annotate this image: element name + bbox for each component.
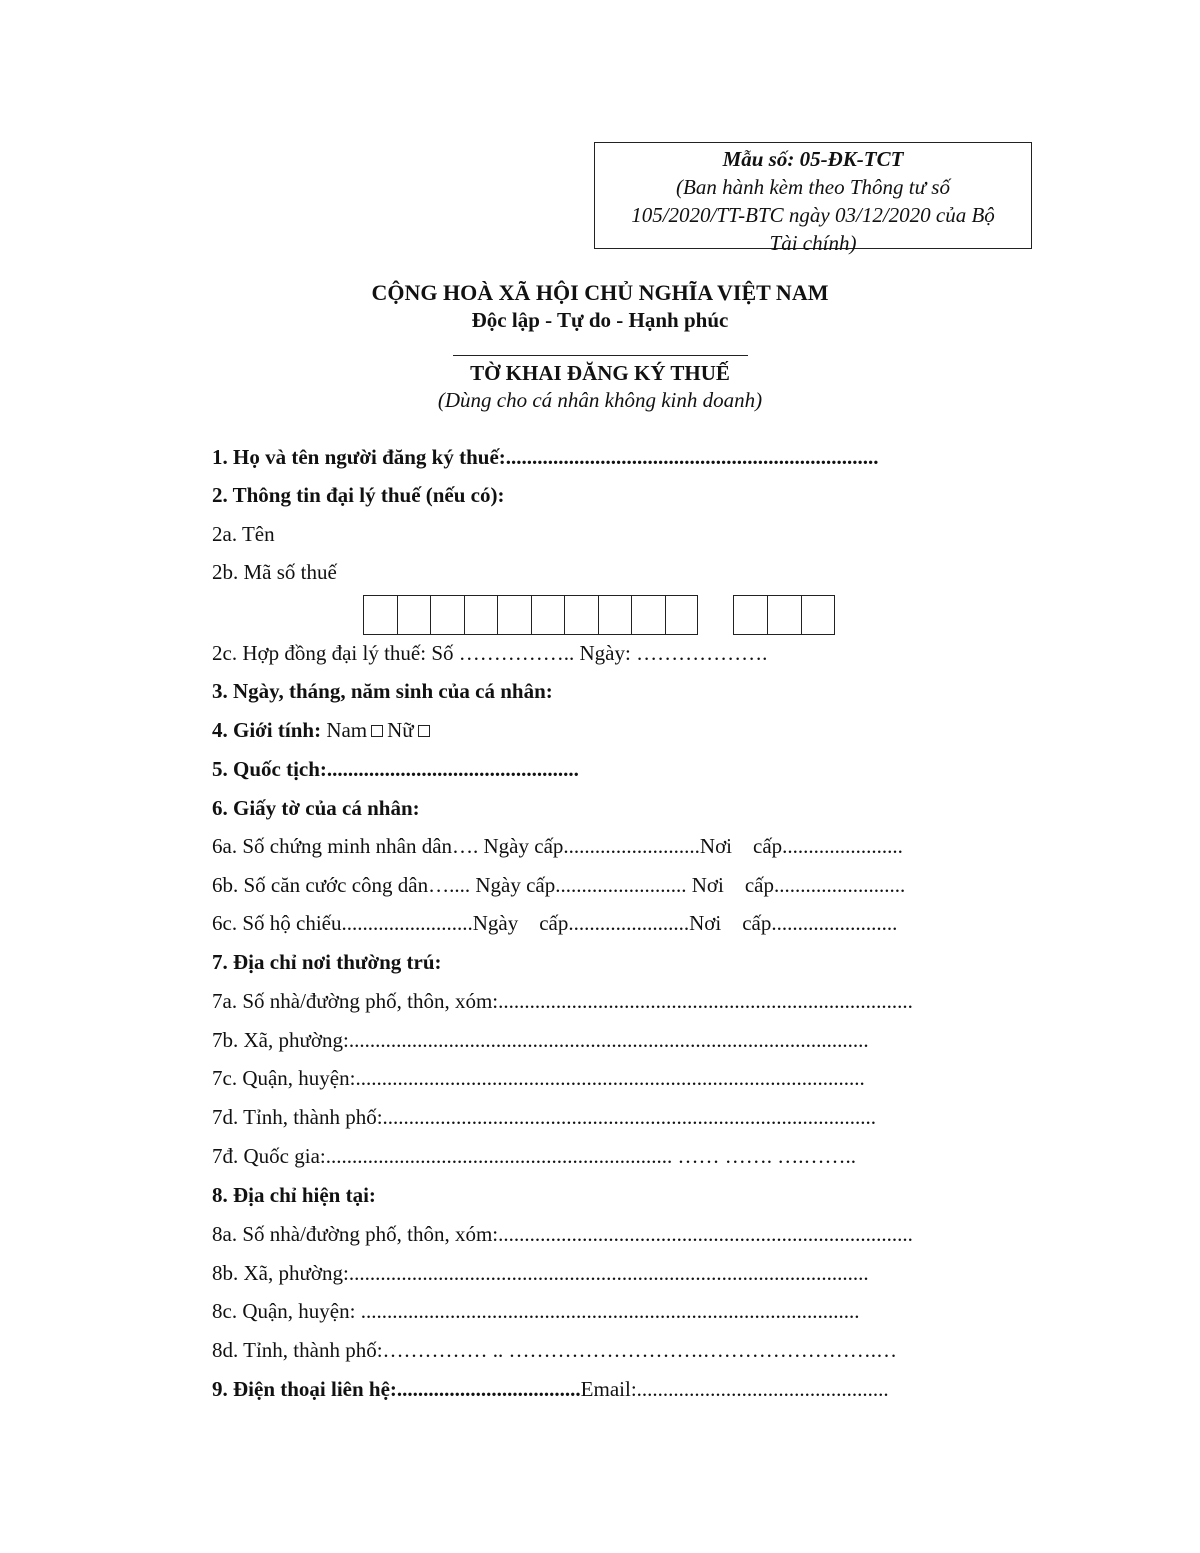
fill-dots: ................................... [396, 1377, 581, 1401]
form-issuance-line3: Tài chính) [769, 231, 857, 255]
field-7a-street[interactable] [212, 989, 913, 1013]
field-8c-district[interactable] [212, 1299, 859, 1323]
fill-dots: ......................... [341, 911, 473, 935]
field-label: 9. Điện thoại liên hệ: [212, 1377, 397, 1401]
field-1-full-name[interactable] [212, 445, 879, 469]
fill-dots: ....................... [782, 834, 903, 858]
field-3-birth-date[interactable]: 3. Ngày, tháng, năm sinh của cá nhân: [212, 679, 553, 703]
tax-code-digit-box[interactable] [430, 595, 464, 635]
tax-code-digit-box[interactable] [598, 595, 632, 635]
fill-dots: …………… .. ……………………….…………………….… [382, 1338, 898, 1362]
field-label: 7c. Quận, huyện: [212, 1066, 356, 1090]
title-rule [453, 355, 748, 356]
section-7-heading: 7. Địa chỉ nơi thường trú: [212, 950, 442, 974]
document-subtitle: (Dùng cho cá nhân không kinh doanh) [437, 388, 763, 412]
tax-code-digit-box[interactable] [631, 595, 665, 635]
document-title: TỜ KHAI ĐĂNG KÝ THUẾ [470, 361, 730, 385]
field-6b-citizen-id[interactable] [212, 873, 905, 897]
field-label: 6a. Số chứng minh nhân dân…. [212, 834, 479, 858]
section-6-heading: 6. Giấy tờ của cá nhân: [212, 796, 420, 820]
field-5-nationality[interactable] [212, 757, 579, 781]
gender-option-male-label: Nam [326, 718, 368, 742]
tax-code-digit-box[interactable] [767, 595, 801, 635]
field-7b-ward[interactable] [212, 1028, 869, 1052]
fill-dots: .................................................................. …… ……. ….…….. [325, 1144, 856, 1168]
email-label: Email: [580, 1377, 637, 1401]
field-7c-district[interactable] [212, 1066, 865, 1090]
field-label: 8d. Tỉnh, thành phố: [212, 1338, 383, 1362]
male-checkbox[interactable] [371, 725, 383, 737]
field-label: 7a. Số nhà/đường phố, thôn, xóm: [212, 989, 499, 1013]
fill-dots: ................................................................................................... [348, 1028, 869, 1052]
field-label: 7b. Xã, phường: [212, 1028, 349, 1052]
fill-dots: ......................... [773, 873, 906, 897]
field-label: Ngày cấp [475, 873, 556, 897]
fill-dots: ................................................ [326, 757, 579, 781]
field-4-gender [212, 718, 434, 742]
field-2b-tax-code: 2b. Mã số thuế [212, 560, 337, 584]
field-label: Nơi cấp [689, 911, 772, 935]
field-9-contact[interactable] [212, 1377, 889, 1401]
field-2c-agency-contract[interactable] [212, 641, 767, 665]
field-label: 6b. Số căn cước công dân….... [212, 873, 471, 897]
tax-code-main-boxes[interactable] [363, 595, 698, 635]
form-issuance-line2: 105/2020/TT-BTC ngày 03/12/2020 của Bộ [631, 203, 995, 227]
tax-code-digit-box[interactable] [464, 595, 498, 635]
form-code: Mẫu số: 05-ĐK-TCT [722, 147, 904, 171]
field-8b-ward[interactable] [212, 1261, 869, 1285]
tax-code-digit-box[interactable] [733, 595, 767, 635]
field-label: 8c. Quận, huyện: [212, 1299, 356, 1323]
field-2a-name[interactable]: 2a. Tên [212, 522, 275, 546]
form-issuance-line1: (Ban hành kèm theo Thông tư số [676, 175, 950, 199]
field-label: 7đ. Quốc gia: [212, 1144, 326, 1168]
tax-code-digit-box[interactable] [665, 595, 699, 635]
tax-code-digit-box[interactable] [363, 595, 397, 635]
field-7d-province[interactable] [212, 1105, 876, 1129]
field-label: Nơi cấp [699, 834, 783, 858]
field-label: 1. Họ và tên người đăng ký thuế: [212, 445, 506, 469]
field-label: 6c. Số hộ chiếu [212, 911, 342, 935]
motto: Độc lập - Tự do - Hạnh phúc [471, 308, 729, 332]
fill-dots: ................................................................................................... [348, 1261, 869, 1285]
tax-code-digit-box[interactable] [531, 595, 565, 635]
female-checkbox[interactable] [418, 725, 430, 737]
nation-heading: CỘNG HOÀ XÃ HỘI CHỦ NGHĨA VIỆT NAM [371, 280, 829, 305]
field-label: 8a. Số nhà/đường phố, thôn, xóm: [212, 1222, 499, 1246]
fill-dots: ....................... [568, 911, 690, 935]
fill-dots: ………………. [636, 641, 768, 665]
fill-dots: ............................................................................... [498, 989, 913, 1013]
fill-dots: …………….. [458, 641, 575, 665]
tax-code-digit-box[interactable] [397, 595, 431, 635]
field-8d-province[interactable] [212, 1338, 897, 1362]
fill-dots: ................................................ [636, 1377, 889, 1401]
fill-dots: ......................... [555, 873, 687, 897]
section-8-heading: 8. Địa chỉ hiện tại: [212, 1183, 376, 1207]
fill-dots: ............................................................................... [498, 1222, 913, 1246]
fill-dots: .......................... [563, 834, 700, 858]
field-label: Ngày: [579, 641, 631, 665]
field-label: 2c. Hợp đồng đại lý thuế: Số [212, 641, 454, 665]
field-label: Ngày cấp [472, 911, 569, 935]
field-label: 5. Quốc tịch: [212, 757, 327, 781]
field-label: 4. Giới tính: [212, 718, 322, 742]
tax-code-digit-box[interactable] [497, 595, 531, 635]
tax-code-digit-box[interactable] [564, 595, 598, 635]
field-label: Nơi cấp [691, 873, 774, 897]
field-label: 7d. Tỉnh, thành phố: [212, 1105, 383, 1129]
section-2-heading: 2. Thông tin đại lý thuế (nếu có): [212, 483, 505, 507]
form-code-box [594, 142, 1032, 255]
fill-dots: ....................................................................... [505, 445, 879, 469]
field-7dd-country[interactable] [212, 1144, 856, 1168]
fill-dots: ................................................................................................. [355, 1066, 865, 1090]
field-6c-passport[interactable] [212, 911, 897, 935]
fill-dots: .............................................................................................. [382, 1105, 877, 1129]
gender-option-female-label: Nữ [387, 718, 414, 742]
fill-dots: ............................................................................................... [355, 1299, 860, 1323]
fill-dots: ........................ [771, 911, 898, 935]
tax-code-digit-box[interactable] [801, 595, 835, 635]
field-label: Ngày cấp [483, 834, 564, 858]
field-8a-street[interactable] [212, 1222, 913, 1246]
tax-code-branch-boxes[interactable] [733, 595, 835, 635]
field-label: 8b. Xã, phường: [212, 1261, 349, 1285]
field-6a-id-card[interactable] [212, 834, 903, 858]
